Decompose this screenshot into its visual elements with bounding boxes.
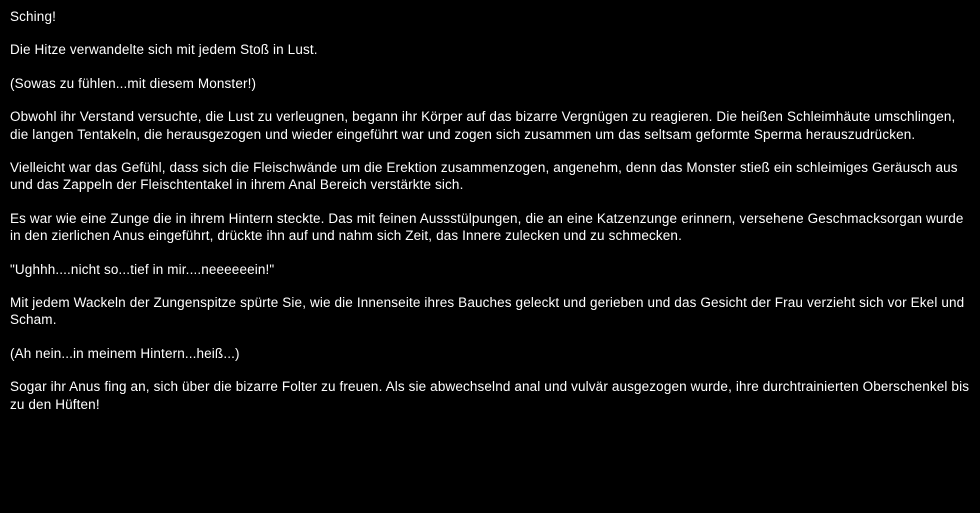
paragraph: Es war wie eine Zunge die in ihrem Hintern steckte. Das mit feinen Aussstülpungen, die an eine Katzenzunge erinnern, versehene Geschmacksorgan wurde in den zierlichen Anus eingeführt, drückte ihn auf und nahm sich Zeit, das Innere zulecken und zu schmecken. <box>10 210 964 244</box>
paragraph: Sching! <box>10 9 56 24</box>
paragraph: "Ughhh....nicht so...tief in mir....neeeeeein!" <box>10 261 275 277</box>
paragraph: Mit jedem Wackeln der Zungenspitze spürte Sie, wie die Innenseite ihres Bauches geleckt und gerieben und das Gesicht der Frau verzieht sich vor Ekel und Scham. <box>10 295 965 328</box>
paragraph: (Sowas zu fühlen...mit diesem Monster!) <box>10 75 257 91</box>
paragraph: Sogar ihr Anus fing an, sich über die bizarre Folter zu freuen. Als sie abwechselnd anal und vulvär ausgezogen wurde, ihre durchtrainierten Oberschenkel bis zu den Hüften! <box>10 379 970 412</box>
paragraph: (Ah nein...in meinem Hintern...heiß...) <box>10 345 240 361</box>
paragraph: Obwohl ihr Verstand versuchte, die Lust zu verleugnen, begann ihr Körper auf das bizarre Vergnügen zu reagieren. Die heißen Schleimhäute umschlingen, die langen Tentakeln, die herausgezogen und wieder eingeführt war und zogen sich zusammen um das seltsam geformte Sperma herauszudrücken. <box>10 109 956 142</box>
paragraph: Vielleicht war das Gefühl, dass sich die Fleischwände um die Erektion zusammenzogen, angenehm, denn das Monster stieß ein schleimiges Geräusch aus und das Zappeln der Fleischtentakel in ihrem Anal Bereich verstärkte sich. <box>10 160 958 193</box>
paragraph: Die Hitze verwandelte sich mit jedem Stoß in Lust. <box>10 42 318 58</box>
